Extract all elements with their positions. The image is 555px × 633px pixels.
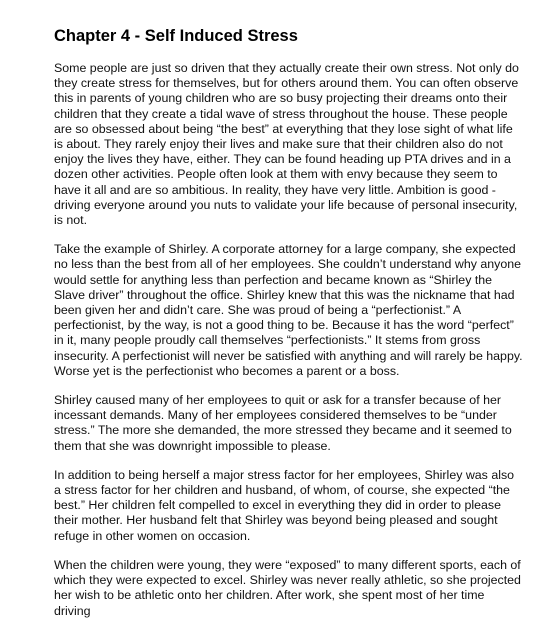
- paragraph-3: Shirley caused many of her employees to quit or ask for a transfer because of her incessant demands. Many of her employees considered themselves to be “under stress.” The more she demanded, the more stressed they became and it seemed to them that she was downright impossible to please.: [54, 393, 512, 453]
- chapter-title: Chapter 4 - Self Induced Stress: [54, 27, 298, 45]
- paragraph-1: Some people are just so driven that they actually create their own stress. Not only do they create stress for themselves, but for others around them. You can often observe this in parents of young children who are so busy projecting their dreams onto their children that they create a tidal wave of stress throughout the house. These people are so obsessed about being “the best” at everything that they lose sight of what life is about. They rarely enjoy their lives and make sure that their children also do not enjoy the lives they have, either. They can be found heading up PTA drives and in a dozen other activities. People often look at them with envy because they seem to have it all and are so ambitious. In reality, they have very little. Ambition is good - driving everyone around you nuts to validate your life because of personal insecurity, is not.: [54, 61, 519, 228]
- paragraph-5: When the children were young, they were “exposed” to many different sports, each of which they were expected to excel. Shirley was never really athletic, so she projected her wish to be athletic onto her children. After work, she spent most of her time driving: [54, 557, 521, 618]
- document-page: [54, 26, 524, 633]
- paragraph-4: In addition to being herself a major stress factor for her employees, Shirley was also a stress factor for her children and husband, of whom, of course, she expected “the best.” Her children felt compelled to excel in everything they did in order to please their mother. Her husband felt that Shirley was beyond being pleased and sought refuge in other women on occasion.: [54, 467, 515, 543]
- paragraph-2: Take the example of Shirley. A corporate attorney for a large company, she expected no less than the best from all of her employees. She couldn’t understand why anyone would settle for anything less than perfection and became known as “Shirley the Slave driver” throughout the office. Shirley knew that this was the nickname that had been given her and didn’t care. She was proud of being a “perfectionist.” A perfectionist, by the way, is not a good thing to be. Because it has the word “perfect” in it, many people proudly call themselves “perfectionists.” It stems from gross insecurity. A perfectionist will never be satisfied with anything and will rarely be happy. Worse yet is the perfectionist who becomes a parent or a boss.: [54, 242, 523, 378]
